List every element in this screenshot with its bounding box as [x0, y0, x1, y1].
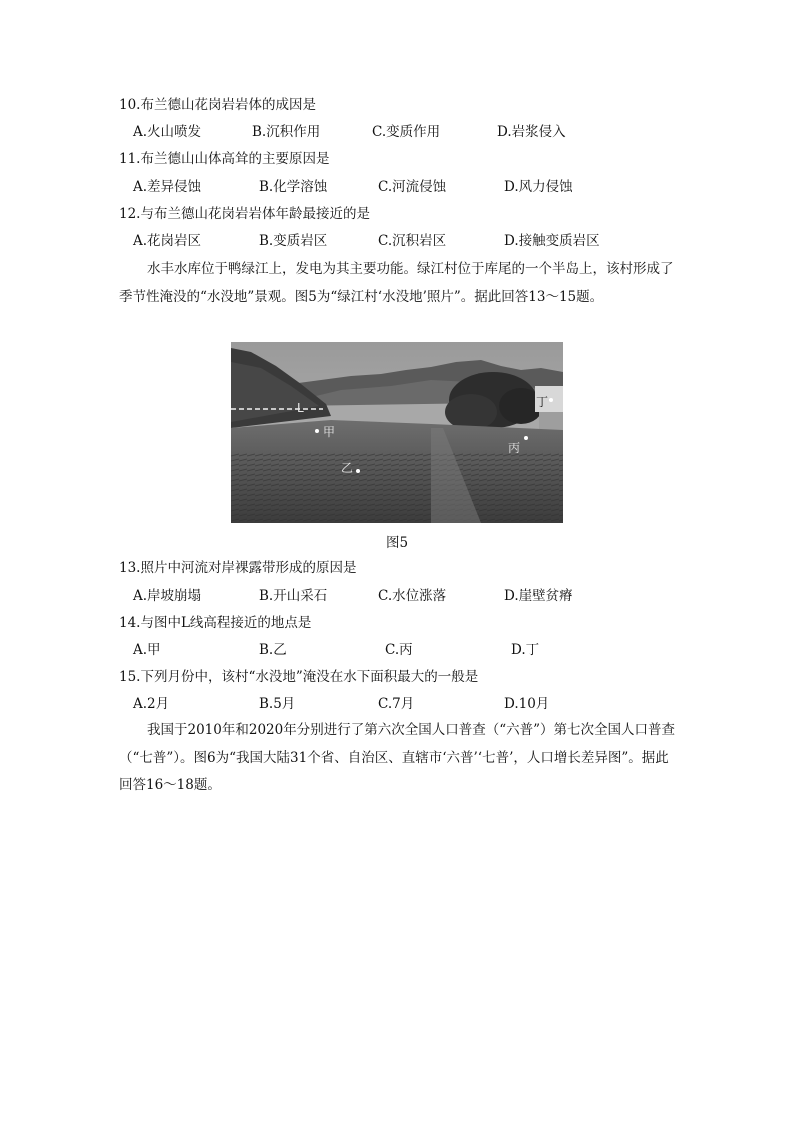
q14-stem: 14.与图中L线高程接近的地点是	[119, 615, 312, 631]
figure-caption: 图5	[385, 535, 409, 551]
q13-option-d: D.崖壁贫瘠	[504, 588, 573, 604]
q14-option-a: A.甲	[133, 642, 161, 658]
q14-option-c: C.丙	[385, 642, 413, 658]
q12-option-c: C.沉积岩区	[378, 233, 447, 249]
q13-option-a: A.岸坡崩塌	[133, 588, 202, 604]
q10-option-b: B.沉积作用	[252, 124, 321, 140]
q12-option-b: B.变质岩区	[259, 233, 328, 249]
q11-option-c: C.河流侵蚀	[378, 179, 447, 195]
q11-option-d: D.风力侵蚀	[504, 179, 573, 195]
q13-option-b: B.开山采石	[259, 588, 328, 604]
q10-option-a: A.火山喷发	[133, 124, 202, 140]
q11-stem: 11.布兰德山山体高耸的主要原因是	[119, 151, 330, 167]
q15-stem: 15.下列月份中，该村“水没地”淹没在水下面积最大的一般是	[119, 669, 479, 685]
label-jia: 甲	[323, 425, 336, 439]
q10-option-c: C.变质作用	[372, 124, 441, 140]
q15-option-b: B.5月	[259, 696, 296, 712]
passage-shuifeng: 水丰水库位于鸭绿江上，发电为其主要功能。绿江村位于库尾的一个半岛上，该村形成了季节性淹没的“水没地”景观。图5为“绿江村‘水没地’照片”。据此回答13～15题。	[119, 261, 674, 305]
q15-option-a: A.2月	[133, 696, 170, 712]
q14-option-b: B.乙	[259, 642, 287, 658]
q12-option-a: A.花岗岩区	[133, 233, 202, 249]
label-ding: 丁	[536, 395, 549, 409]
q13-option-c: C.水位涨落	[378, 588, 447, 604]
q10-stem: 10.布兰德山花岗岩岩体的成因是	[119, 97, 316, 113]
q12-stem: 12.与布兰德山花岗岩岩体年龄最接近的是	[119, 206, 370, 222]
label-bing: 丙	[508, 441, 521, 455]
q15-option-c: C.7月	[378, 696, 415, 712]
photo-green-river-village	[231, 342, 563, 523]
label-l: L	[297, 401, 304, 415]
label-yi: 乙	[341, 461, 354, 475]
q14-option-d: D.丁	[511, 642, 540, 658]
q12-option-d: D.接触变质岩区	[504, 233, 600, 249]
q11-option-b: B.化学溶蚀	[259, 179, 328, 195]
q11-option-a: A.差异侵蚀	[133, 179, 202, 195]
q15-option-d: D.10月	[504, 696, 550, 712]
passage-census: 我国于2010年和2020年分别进行了第六次全国人口普查（“六普”）第七次全国人口普查（“七普”）。图6为“我国大陆31个省、自治区、直辖市‘六普’‘七普’，人口增长差异图”。据此回答16～18题。	[119, 722, 676, 793]
q10-option-d: D.岩浆侵入	[497, 124, 566, 140]
q13-stem: 13.照片中河流对岸裸露带形成的原因是	[119, 560, 357, 576]
